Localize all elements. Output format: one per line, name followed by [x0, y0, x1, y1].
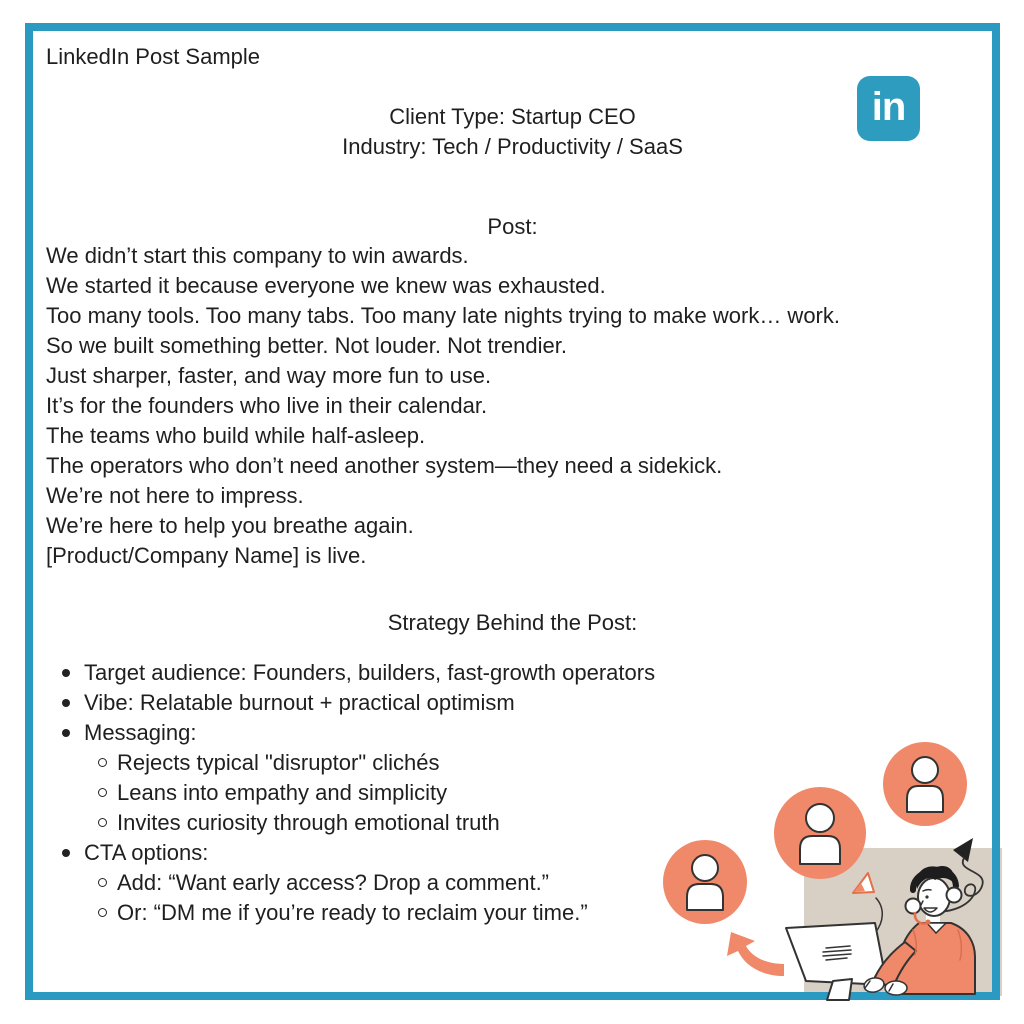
strategy-heading: Strategy Behind the Post:	[387, 610, 638, 635]
bullet-item	[46, 718, 655, 748]
post-line: The teams who build while half-asleep.	[46, 423, 426, 448]
client-type-line: Client Type: Startup CEO	[389, 104, 636, 129]
strategy-list	[46, 658, 655, 928]
sub-bullet-text: Add: “Want early access? Drop a comment.”	[117, 870, 550, 895]
linkedin-icon-label: in	[871, 85, 906, 129]
bullet-item	[46, 838, 655, 868]
sub-bullet-text: Invites curiosity through emotional truth	[117, 810, 500, 835]
post-line: [Product/Company Name] is live.	[46, 543, 367, 568]
sub-bullet-item	[46, 868, 655, 898]
post-line: We’re here to help you breathe again.	[46, 513, 414, 538]
post-line: We’re not here to impress.	[46, 483, 304, 508]
post-line: It’s for the founders who live in their calendar.	[46, 393, 488, 418]
sub-bullet-item	[46, 808, 655, 838]
sub-bullet-item	[46, 898, 655, 928]
post-heading: Post:	[487, 214, 538, 239]
post-line: We started it because everyone we knew was exhausted.	[46, 273, 606, 298]
post-line: Just sharper, faster, and way more fun to use.	[46, 363, 492, 388]
bullet-text: Target audience: Founders, builders, fast-growth operators	[84, 660, 656, 685]
sub-bullet-text: Or: “DM me if you’re ready to reclaim your time.”	[117, 900, 588, 925]
post-line: We didn’t start this company to win awards.	[46, 243, 469, 268]
bullet-text: Vibe: Relatable burnout + practical optimism	[84, 690, 515, 715]
bullet-text: Messaging:	[84, 720, 197, 745]
bullet-item	[46, 658, 655, 688]
sub-bullet-text: Leans into empathy and simplicity	[117, 780, 448, 805]
sub-bullet-item	[46, 748, 655, 778]
sub-bullet-item	[46, 778, 655, 808]
bullet-item	[46, 688, 655, 718]
sub-bullet-text: Rejects typical "disruptor" clichés	[117, 750, 440, 775]
post-line: Too many tools. Too many tabs. Too many late nights trying to make work… work.	[46, 303, 840, 328]
page-title: LinkedIn Post Sample	[46, 44, 261, 69]
client-meta	[33, 102, 992, 162]
bullet-text: CTA options:	[84, 840, 209, 865]
industry-line: Industry: Tech / Productivity / SaaS	[342, 134, 683, 159]
post-line: So we built something better. Not louder. Not trendier.	[46, 333, 567, 358]
post-line: The operators who don’t need another system—they need a sidekick.	[46, 453, 723, 478]
post-body	[46, 241, 840, 571]
